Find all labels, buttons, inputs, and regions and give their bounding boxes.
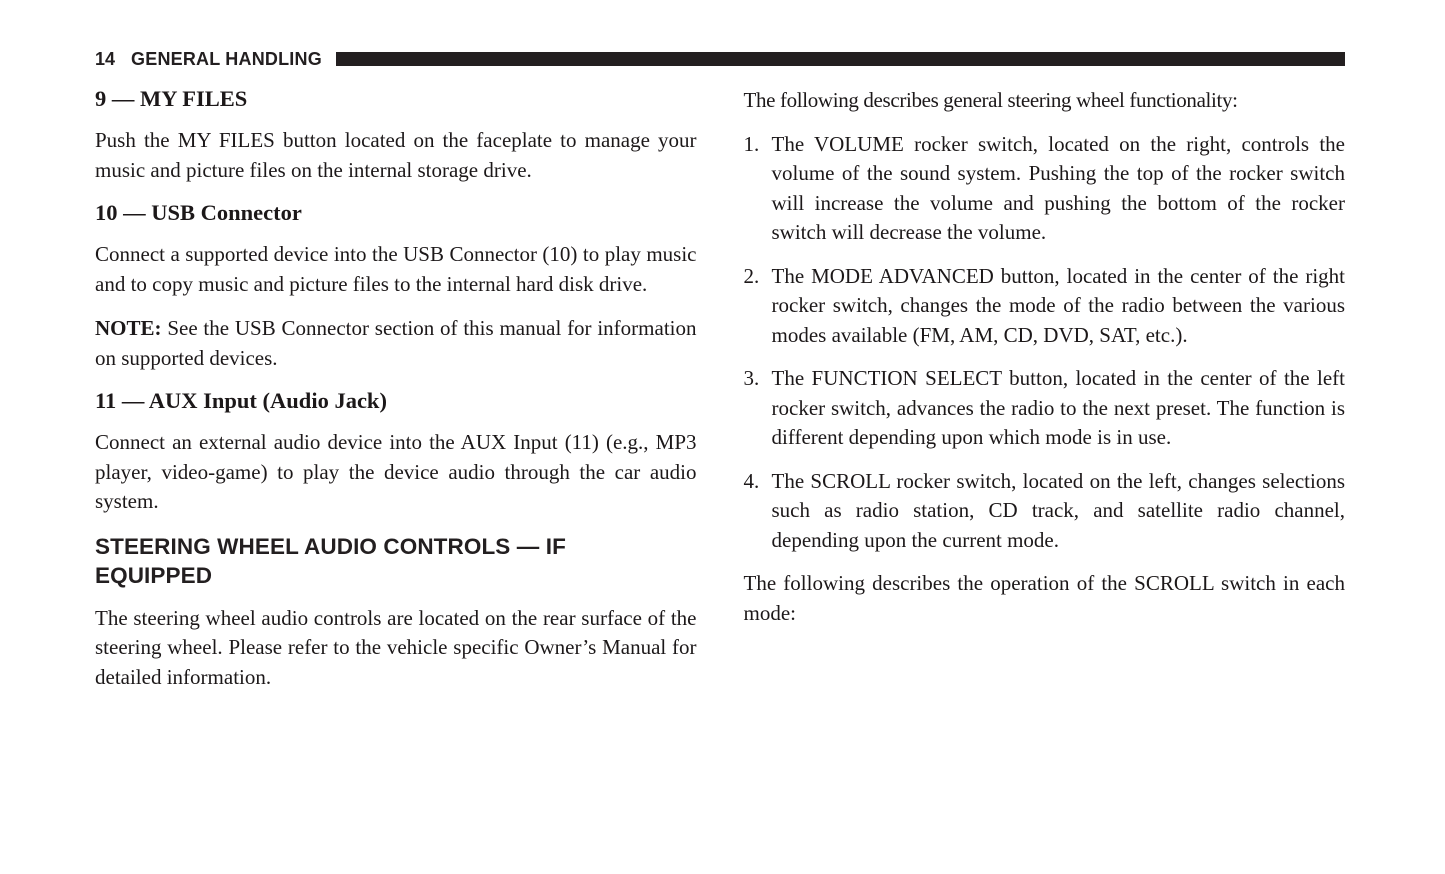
- list-item-text: The SCROLL rocker switch, located on the left, changes selections such as radio station, CD track, and satellite radio channel, depending upon the current mode.: [771, 468, 1345, 552]
- paragraph-my-files: Push the MY FILES button located on the faceplate to manage your music and picture files on the internal storage drive.: [95, 128, 697, 182]
- list-item-scroll: [744, 467, 1346, 556]
- header-rule-bar: [336, 52, 1345, 66]
- section-heading-usb-connector: 10 — USB Connector: [95, 200, 302, 225]
- running-header: [95, 50, 1345, 68]
- note-paragraph: [95, 314, 697, 373]
- header-section-title: GENERAL HANDLING: [131, 48, 322, 69]
- list-item-text: The MODE ADVANCED button, located in the center of the right rocker switch, changes the mode of the radio between the various modes available (FM, AM, CD, DVD, SAT, etc.).: [771, 263, 1345, 347]
- manual-page: [95, 0, 1345, 707]
- list-number: 1.: [743, 131, 760, 156]
- note-text: See the USB Connector section of this manual for information on supported devices.: [95, 316, 697, 370]
- intro-paragraph: The following describes general steering wheel functionality:: [743, 88, 1238, 112]
- outro-paragraph: The following describes the operation of the SCROLL switch in each mode:: [743, 571, 1345, 625]
- paragraph-usb-connector: Connect a supported device into the USB Connector (10) to play music and to copy music and picture files to the internal hard disk drive.: [95, 242, 697, 296]
- section-heading-my-files: 9 — MY FILES: [95, 86, 248, 111]
- two-column-layout: [95, 86, 1345, 707]
- list-item-volume: [744, 130, 1346, 248]
- list-item-text: The VOLUME rocker switch, located on the right, controls the volume of the sound system. Pushing the top of the rocker switch will increase the volume and pushing the bottom of the rocker switch will decrease the volume.: [771, 131, 1345, 244]
- page-number: 14: [95, 48, 116, 69]
- paragraph-aux-input: Connect an external audio device into the AUX Input (11) (e.g., MP3 player, video-game) to play the device audio through the car audio system.: [95, 430, 697, 513]
- note-label: NOTE:: [95, 316, 162, 340]
- paragraph-steering-wheel: The steering wheel audio controls are located on the rear surface of the steering wheel. Please refer to the vehicle specific Owner’s Manual for detailed information.: [95, 605, 697, 689]
- left-column: [95, 86, 697, 707]
- list-number: 3.: [743, 366, 760, 390]
- list-number: 2.: [743, 263, 760, 288]
- right-column: [744, 86, 1346, 707]
- list-item-function-select: [744, 364, 1346, 453]
- list-item-text: The FUNCTION SELECT button, located in the center of the left rocker switch, advances the radio to the next preset. The function is different depending upon which mode is in use.: [771, 366, 1345, 449]
- list-item-mode-advanced: [744, 262, 1346, 351]
- list-number: 4.: [743, 468, 760, 493]
- section-heading-aux-input: 11 — AUX Input (Audio Jack): [95, 388, 387, 413]
- section-heading-steering-wheel-audio-controls: STEERING WHEEL AUDIO CONTROLS — IF EQUIPPED: [95, 533, 566, 588]
